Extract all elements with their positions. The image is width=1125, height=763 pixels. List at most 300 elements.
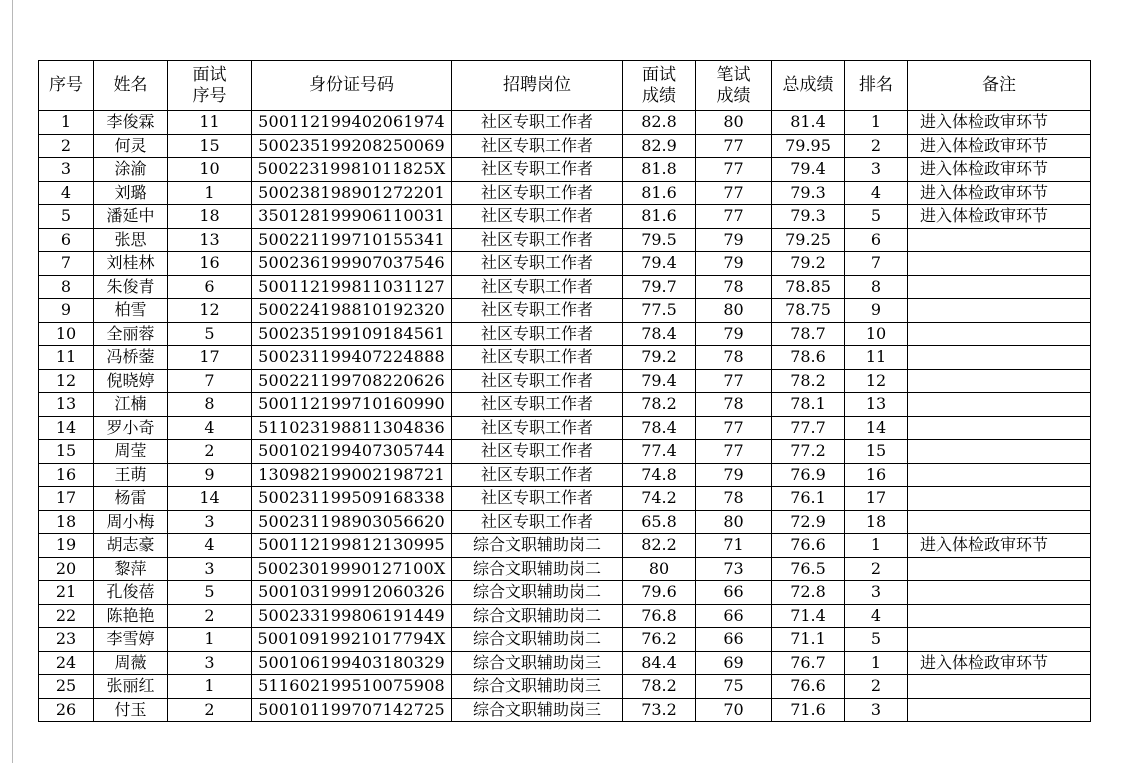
cell-no: 23 bbox=[39, 628, 94, 652]
cell-rank: 15 bbox=[845, 440, 908, 464]
table-row bbox=[39, 416, 1091, 440]
table-row bbox=[39, 275, 1091, 299]
cell-position: 综合文职辅助岗三 bbox=[452, 698, 623, 722]
table-row bbox=[39, 651, 1091, 675]
cell-position: 社区专职工作者 bbox=[452, 299, 623, 323]
column-header-written-score bbox=[696, 61, 772, 111]
cell-rank: 6 bbox=[845, 228, 908, 252]
cell-interview-no: 18 bbox=[168, 205, 252, 229]
table-row bbox=[39, 557, 1091, 581]
cell-position: 综合文职辅助岗二 bbox=[452, 628, 623, 652]
column-header-id-number bbox=[252, 61, 452, 111]
cell-interview-no: 6 bbox=[168, 275, 252, 299]
cell-written-score: 66 bbox=[696, 604, 772, 628]
cell-name: 何灵 bbox=[94, 134, 168, 158]
cell-no: 9 bbox=[39, 299, 94, 323]
cell-rank: 4 bbox=[845, 181, 908, 205]
cell-remark bbox=[908, 393, 1091, 417]
table-row bbox=[39, 675, 1091, 699]
cell-interview-no: 2 bbox=[168, 440, 252, 464]
cell-interview-no: 11 bbox=[168, 111, 252, 135]
column-header-label-line2: 成绩 bbox=[716, 85, 751, 106]
cell-written-score: 78 bbox=[696, 487, 772, 511]
cell-id-number: 500101199707142725 bbox=[252, 698, 452, 722]
table-row bbox=[39, 111, 1091, 135]
cell-name: 李雪婷 bbox=[94, 628, 168, 652]
cell-rank: 2 bbox=[845, 675, 908, 699]
cell-total-score: 76.7 bbox=[772, 651, 845, 675]
cell-interview-no: 4 bbox=[168, 534, 252, 558]
cell-id-number: 500221199710155341 bbox=[252, 228, 452, 252]
cell-total-score: 72.8 bbox=[772, 581, 845, 605]
cell-name: 张丽红 bbox=[94, 675, 168, 699]
cell-no: 20 bbox=[39, 557, 94, 581]
cell-written-score: 77 bbox=[696, 440, 772, 464]
cell-id-number: 500235199208250069 bbox=[252, 134, 452, 158]
cell-rank: 8 bbox=[845, 275, 908, 299]
column-header-label: 序号 bbox=[49, 75, 83, 95]
cell-total-score: 78.6 bbox=[772, 346, 845, 370]
cell-interview-no: 9 bbox=[168, 463, 252, 487]
cell-no: 16 bbox=[39, 463, 94, 487]
cell-interview-score: 76.2 bbox=[623, 628, 696, 652]
header-row bbox=[39, 61, 1091, 111]
table-row bbox=[39, 487, 1091, 511]
cell-interview-no: 7 bbox=[168, 369, 252, 393]
column-header-label: 招聘岗位 bbox=[503, 75, 571, 95]
cell-id-number: 50023019990127100X bbox=[252, 557, 452, 581]
cell-interview-no: 5 bbox=[168, 581, 252, 605]
results-table bbox=[38, 60, 1091, 722]
cell-rank: 2 bbox=[845, 134, 908, 158]
cell-id-number: 50022319981011825X bbox=[252, 158, 452, 182]
cell-rank: 18 bbox=[845, 510, 908, 534]
cell-rank: 1 bbox=[845, 651, 908, 675]
cell-name: 潘延中 bbox=[94, 205, 168, 229]
cell-remark bbox=[908, 628, 1091, 652]
cell-written-score: 79 bbox=[696, 228, 772, 252]
cell-written-score: 75 bbox=[696, 675, 772, 699]
cell-remark bbox=[908, 698, 1091, 722]
cell-position: 社区专职工作者 bbox=[452, 228, 623, 252]
cell-position: 社区专职工作者 bbox=[452, 134, 623, 158]
column-header-label: 姓名 bbox=[113, 75, 148, 95]
cell-written-score: 73 bbox=[696, 557, 772, 581]
cell-interview-score: 81.6 bbox=[623, 181, 696, 205]
cell-total-score: 79.3 bbox=[772, 181, 845, 205]
table-row bbox=[39, 205, 1091, 229]
cell-position: 社区专职工作者 bbox=[452, 369, 623, 393]
cell-total-score: 79.95 bbox=[772, 134, 845, 158]
cell-id-number: 500224198810192320 bbox=[252, 299, 452, 323]
cell-id-number: 500235199109184561 bbox=[252, 322, 452, 346]
cell-no: 24 bbox=[39, 651, 94, 675]
cell-no: 15 bbox=[39, 440, 94, 464]
cell-id-number: 500231198903056620 bbox=[252, 510, 452, 534]
cell-interview-score: 79.4 bbox=[623, 252, 696, 276]
cell-total-score: 71.6 bbox=[772, 698, 845, 722]
cell-interview-no: 1 bbox=[168, 628, 252, 652]
cell-no: 10 bbox=[39, 322, 94, 346]
cell-name: 王萌 bbox=[94, 463, 168, 487]
cell-interview-no: 5 bbox=[168, 322, 252, 346]
cell-total-score: 78.75 bbox=[772, 299, 845, 323]
cell-id-number: 500106199403180329 bbox=[252, 651, 452, 675]
cell-written-score: 66 bbox=[696, 628, 772, 652]
cell-remark: 进入体检政审环节 bbox=[908, 111, 1091, 135]
cell-written-score: 77 bbox=[696, 181, 772, 205]
cell-no: 21 bbox=[39, 581, 94, 605]
column-header-label: 面试 bbox=[642, 64, 676, 85]
cell-total-score: 78.1 bbox=[772, 393, 845, 417]
cell-interview-score: 73.2 bbox=[623, 698, 696, 722]
cell-interview-score: 80 bbox=[623, 557, 696, 581]
cell-written-score: 78 bbox=[696, 275, 772, 299]
cell-no: 26 bbox=[39, 698, 94, 722]
cell-rank: 2 bbox=[845, 557, 908, 581]
cell-remark bbox=[908, 440, 1091, 464]
cell-position: 社区专职工作者 bbox=[452, 416, 623, 440]
cell-rank: 3 bbox=[845, 698, 908, 722]
cell-position: 社区专职工作者 bbox=[452, 205, 623, 229]
cell-interview-score: 79.5 bbox=[623, 228, 696, 252]
cell-no: 1 bbox=[39, 111, 94, 135]
cell-interview-no: 8 bbox=[168, 393, 252, 417]
cell-name: 周小梅 bbox=[94, 510, 168, 534]
cell-name: 周薇 bbox=[94, 651, 168, 675]
cell-position: 社区专职工作者 bbox=[452, 322, 623, 346]
cell-id-number: 500233199806191449 bbox=[252, 604, 452, 628]
cell-remark bbox=[908, 275, 1091, 299]
cell-total-score: 78.2 bbox=[772, 369, 845, 393]
column-header-label: 总成绩 bbox=[782, 75, 834, 95]
cell-written-score: 80 bbox=[696, 299, 772, 323]
cell-total-score: 76.6 bbox=[772, 534, 845, 558]
cell-rank: 1 bbox=[845, 111, 908, 135]
cell-written-score: 69 bbox=[696, 651, 772, 675]
cell-id-number: 350128199906110031 bbox=[252, 205, 452, 229]
cell-position: 综合文职辅助岗三 bbox=[452, 675, 623, 699]
cell-remark: 进入体检政审环节 bbox=[908, 534, 1091, 558]
cell-no: 19 bbox=[39, 534, 94, 558]
column-header-label: 面试 bbox=[192, 64, 227, 85]
cell-name: 杨雷 bbox=[94, 487, 168, 511]
table-row bbox=[39, 299, 1091, 323]
cell-remark bbox=[908, 369, 1091, 393]
table-row bbox=[39, 393, 1091, 417]
cell-no: 12 bbox=[39, 369, 94, 393]
cell-written-score: 80 bbox=[696, 510, 772, 534]
cell-id-number: 511023198811304836 bbox=[252, 416, 452, 440]
cell-interview-no: 16 bbox=[168, 252, 252, 276]
cell-remark bbox=[908, 416, 1091, 440]
cell-rank: 17 bbox=[845, 487, 908, 511]
cell-no: 18 bbox=[39, 510, 94, 534]
cell-written-score: 77 bbox=[696, 158, 772, 182]
cell-position: 社区专职工作者 bbox=[452, 440, 623, 464]
cell-total-score: 71.1 bbox=[772, 628, 845, 652]
cell-position: 社区专职工作者 bbox=[452, 393, 623, 417]
cell-written-score: 79 bbox=[696, 322, 772, 346]
cell-interview-score: 74.8 bbox=[623, 463, 696, 487]
cell-rank: 1 bbox=[845, 534, 908, 558]
cell-interview-score: 82.9 bbox=[623, 134, 696, 158]
cell-position: 社区专职工作者 bbox=[452, 510, 623, 534]
cell-id-number: 511602199510075908 bbox=[252, 675, 452, 699]
cell-total-score: 72.9 bbox=[772, 510, 845, 534]
cell-rank: 11 bbox=[845, 346, 908, 370]
cell-name: 冯桥蓥 bbox=[94, 346, 168, 370]
cell-name: 罗小奇 bbox=[94, 416, 168, 440]
table-row bbox=[39, 369, 1091, 393]
cell-name: 柏雪 bbox=[94, 299, 168, 323]
cell-interview-no: 1 bbox=[168, 181, 252, 205]
cell-remark: 进入体检政审环节 bbox=[908, 158, 1091, 182]
cell-interview-score: 79.4 bbox=[623, 369, 696, 393]
table-row bbox=[39, 158, 1091, 182]
cell-remark bbox=[908, 299, 1091, 323]
cell-interview-no: 17 bbox=[168, 346, 252, 370]
cell-interview-no: 3 bbox=[168, 510, 252, 534]
cell-interview-no: 4 bbox=[168, 416, 252, 440]
cell-total-score: 79.4 bbox=[772, 158, 845, 182]
table-row bbox=[39, 604, 1091, 628]
cell-interview-no: 13 bbox=[168, 228, 252, 252]
cell-total-score: 79.3 bbox=[772, 205, 845, 229]
cell-position: 社区专职工作者 bbox=[452, 158, 623, 182]
cell-no: 11 bbox=[39, 346, 94, 370]
cell-interview-score: 65.8 bbox=[623, 510, 696, 534]
cell-rank: 13 bbox=[845, 393, 908, 417]
cell-rank: 3 bbox=[845, 581, 908, 605]
cell-interview-score: 77.4 bbox=[623, 440, 696, 464]
cell-id-number: 50010919921017794X bbox=[252, 628, 452, 652]
column-header-label-line2: 成绩 bbox=[642, 85, 676, 106]
cell-name: 黎萍 bbox=[94, 557, 168, 581]
column-header-name bbox=[94, 61, 168, 111]
cell-rank: 10 bbox=[845, 322, 908, 346]
cell-remark: 进入体检政审环节 bbox=[908, 134, 1091, 158]
cell-interview-score: 79.6 bbox=[623, 581, 696, 605]
cell-interview-score: 82.2 bbox=[623, 534, 696, 558]
cell-total-score: 76.1 bbox=[772, 487, 845, 511]
cell-no: 8 bbox=[39, 275, 94, 299]
cell-interview-score: 81.8 bbox=[623, 158, 696, 182]
cell-position: 社区专职工作者 bbox=[452, 275, 623, 299]
cell-written-score: 78 bbox=[696, 393, 772, 417]
cell-interview-score: 81.6 bbox=[623, 205, 696, 229]
cell-interview-no: 2 bbox=[168, 604, 252, 628]
cell-name: 胡志豪 bbox=[94, 534, 168, 558]
cell-total-score: 78.85 bbox=[772, 275, 845, 299]
cell-rank: 4 bbox=[845, 604, 908, 628]
cell-remark bbox=[908, 228, 1091, 252]
cell-interview-score: 74.2 bbox=[623, 487, 696, 511]
cell-name: 全丽蓉 bbox=[94, 322, 168, 346]
cell-id-number: 500102199407305744 bbox=[252, 440, 452, 464]
table-row bbox=[39, 463, 1091, 487]
table-row bbox=[39, 346, 1091, 370]
table-row bbox=[39, 698, 1091, 722]
cell-remark: 进入体检政审环节 bbox=[908, 651, 1091, 675]
column-header-label: 备注 bbox=[982, 75, 1016, 95]
cell-total-score: 81.4 bbox=[772, 111, 845, 135]
cell-name: 付玉 bbox=[94, 698, 168, 722]
cell-remark: 进入体检政审环节 bbox=[908, 205, 1091, 229]
cell-no: 22 bbox=[39, 604, 94, 628]
cell-total-score: 77.2 bbox=[772, 440, 845, 464]
column-header-label: 笔试 bbox=[716, 64, 751, 85]
cell-id-number: 500236199907037546 bbox=[252, 252, 452, 276]
cell-remark bbox=[908, 252, 1091, 276]
cell-name: 涂渝 bbox=[94, 158, 168, 182]
cell-id-number: 500112199402061974 bbox=[252, 111, 452, 135]
cell-interview-no: 3 bbox=[168, 557, 252, 581]
cell-id-number: 500103199912060326 bbox=[252, 581, 452, 605]
page-edge-line bbox=[12, 0, 13, 763]
cell-interview-score: 79.7 bbox=[623, 275, 696, 299]
cell-rank: 5 bbox=[845, 205, 908, 229]
table-row bbox=[39, 440, 1091, 464]
cell-rank: 9 bbox=[845, 299, 908, 323]
table-row bbox=[39, 228, 1091, 252]
cell-interview-score: 78.2 bbox=[623, 393, 696, 417]
table-body bbox=[39, 111, 1091, 722]
cell-interview-score: 79.2 bbox=[623, 346, 696, 370]
table-row bbox=[39, 628, 1091, 652]
cell-id-number: 500112199812130995 bbox=[252, 534, 452, 558]
cell-interview-no: 12 bbox=[168, 299, 252, 323]
table-row bbox=[39, 181, 1091, 205]
column-header-remark bbox=[908, 61, 1091, 111]
cell-rank: 14 bbox=[845, 416, 908, 440]
table-row bbox=[39, 581, 1091, 605]
cell-position: 社区专职工作者 bbox=[452, 252, 623, 276]
cell-interview-no: 3 bbox=[168, 651, 252, 675]
cell-total-score: 76.6 bbox=[772, 675, 845, 699]
cell-position: 综合文职辅助岗三 bbox=[452, 651, 623, 675]
column-header-no bbox=[39, 61, 94, 111]
table-row bbox=[39, 134, 1091, 158]
table-row bbox=[39, 252, 1091, 276]
cell-position: 社区专职工作者 bbox=[452, 346, 623, 370]
cell-name: 朱俊青 bbox=[94, 275, 168, 299]
cell-rank: 12 bbox=[845, 369, 908, 393]
cell-name: 张思 bbox=[94, 228, 168, 252]
cell-written-score: 71 bbox=[696, 534, 772, 558]
cell-written-score: 77 bbox=[696, 205, 772, 229]
cell-interview-score: 76.8 bbox=[623, 604, 696, 628]
cell-name: 刘璐 bbox=[94, 181, 168, 205]
cell-remark bbox=[908, 604, 1091, 628]
cell-rank: 5 bbox=[845, 628, 908, 652]
cell-rank: 3 bbox=[845, 158, 908, 182]
cell-total-score: 71.4 bbox=[772, 604, 845, 628]
cell-interview-score: 78.2 bbox=[623, 675, 696, 699]
cell-interview-score: 78.4 bbox=[623, 322, 696, 346]
cell-written-score: 78 bbox=[696, 346, 772, 370]
cell-remark bbox=[908, 346, 1091, 370]
cell-written-score: 70 bbox=[696, 698, 772, 722]
cell-written-score: 79 bbox=[696, 252, 772, 276]
cell-id-number: 500112199811031127 bbox=[252, 275, 452, 299]
cell-id-number: 500238198901272201 bbox=[252, 181, 452, 205]
column-header-rank bbox=[845, 61, 908, 111]
cell-id-number: 500221199708220626 bbox=[252, 369, 452, 393]
cell-no: 7 bbox=[39, 252, 94, 276]
cell-written-score: 77 bbox=[696, 416, 772, 440]
cell-no: 25 bbox=[39, 675, 94, 699]
cell-no: 6 bbox=[39, 228, 94, 252]
cell-no: 14 bbox=[39, 416, 94, 440]
cell-no: 13 bbox=[39, 393, 94, 417]
cell-name: 陈艳艳 bbox=[94, 604, 168, 628]
cell-total-score: 78.7 bbox=[772, 322, 845, 346]
cell-id-number: 130982199002198721 bbox=[252, 463, 452, 487]
cell-rank: 16 bbox=[845, 463, 908, 487]
column-header-label: 身份证号码 bbox=[309, 75, 394, 95]
cell-name: 倪晓婷 bbox=[94, 369, 168, 393]
cell-interview-no: 10 bbox=[168, 158, 252, 182]
column-header-total-score bbox=[772, 61, 845, 111]
column-header-interview-no bbox=[168, 61, 252, 111]
cell-no: 2 bbox=[39, 134, 94, 158]
cell-id-number: 500231199509168338 bbox=[252, 487, 452, 511]
cell-position: 综合文职辅助岗二 bbox=[452, 534, 623, 558]
cell-name: 刘桂林 bbox=[94, 252, 168, 276]
cell-remark bbox=[908, 675, 1091, 699]
column-header-interview-score bbox=[623, 61, 696, 111]
cell-name: 周莹 bbox=[94, 440, 168, 464]
cell-written-score: 66 bbox=[696, 581, 772, 605]
cell-no: 3 bbox=[39, 158, 94, 182]
column-header-label: 排名 bbox=[859, 75, 893, 95]
cell-no: 5 bbox=[39, 205, 94, 229]
cell-interview-no: 15 bbox=[168, 134, 252, 158]
cell-total-score: 76.5 bbox=[772, 557, 845, 581]
cell-remark: 进入体检政审环节 bbox=[908, 181, 1091, 205]
cell-remark bbox=[908, 463, 1091, 487]
cell-total-score: 76.9 bbox=[772, 463, 845, 487]
cell-interview-no: 2 bbox=[168, 698, 252, 722]
cell-written-score: 77 bbox=[696, 369, 772, 393]
cell-rank: 7 bbox=[845, 252, 908, 276]
cell-position: 综合文职辅助岗二 bbox=[452, 557, 623, 581]
cell-written-score: 80 bbox=[696, 111, 772, 135]
column-header-position bbox=[452, 61, 623, 111]
cell-total-score: 79.25 bbox=[772, 228, 845, 252]
cell-interview-score: 84.4 bbox=[623, 651, 696, 675]
cell-remark bbox=[908, 487, 1091, 511]
cell-position: 社区专职工作者 bbox=[452, 111, 623, 135]
cell-position: 社区专职工作者 bbox=[452, 463, 623, 487]
column-header-label-line2: 序号 bbox=[192, 85, 227, 106]
cell-remark bbox=[908, 322, 1091, 346]
table-row bbox=[39, 534, 1091, 558]
cell-remark bbox=[908, 510, 1091, 534]
cell-total-score: 79.2 bbox=[772, 252, 845, 276]
cell-interview-score: 77.5 bbox=[623, 299, 696, 323]
cell-no: 17 bbox=[39, 487, 94, 511]
cell-written-score: 79 bbox=[696, 463, 772, 487]
table-row bbox=[39, 510, 1091, 534]
cell-no: 4 bbox=[39, 181, 94, 205]
cell-name: 江楠 bbox=[94, 393, 168, 417]
cell-id-number: 500112199710160990 bbox=[252, 393, 452, 417]
cell-remark bbox=[908, 581, 1091, 605]
cell-remark bbox=[908, 557, 1091, 581]
cell-position: 综合文职辅助岗二 bbox=[452, 604, 623, 628]
